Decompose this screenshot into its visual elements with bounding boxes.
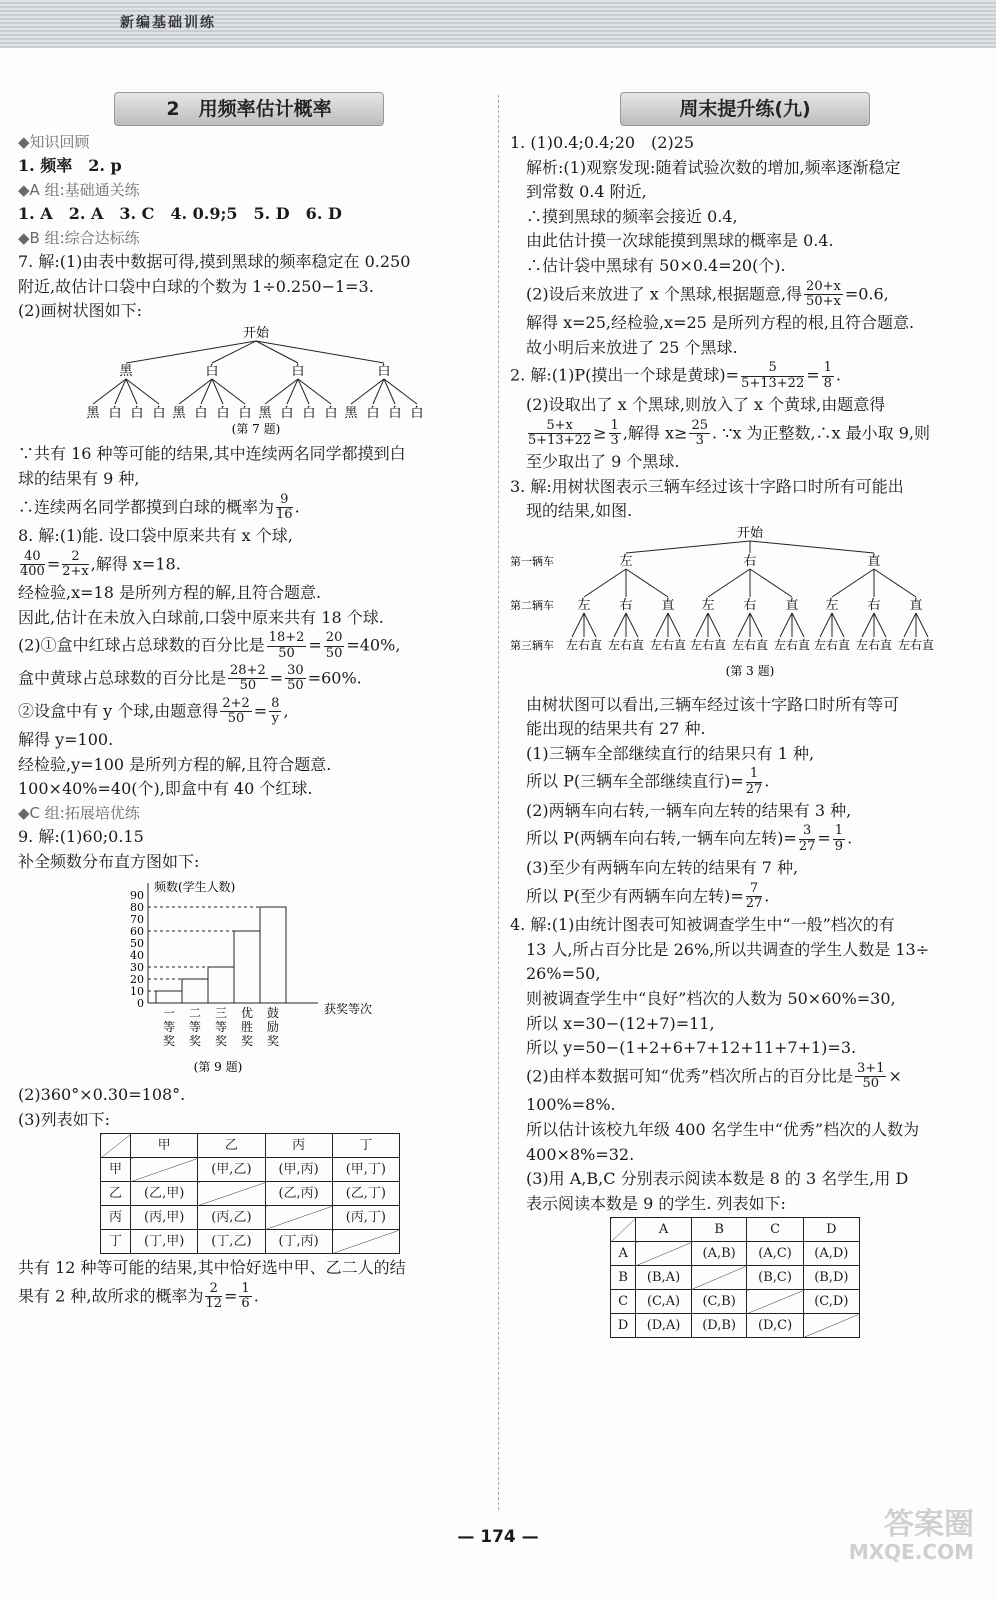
tree-branch [832,569,874,597]
tree-branch [93,379,126,404]
tree-branch [572,613,584,637]
table-cell: (A,C) [747,1242,803,1266]
tree-leaf: 白 [238,405,252,421]
y-tick-label: 50 [130,937,144,951]
tree-node: 白 [291,363,305,379]
right-column [510,92,980,1338]
row-label: 第二辆车 [510,598,554,612]
table-row-header: 丁 [101,1230,131,1254]
tree-branch [874,613,886,637]
tree-branch [696,613,708,637]
tree-leaf: 黑 [258,405,272,421]
y-axis-label: 频数(学生人数) [154,880,236,895]
tree-branch [179,379,212,404]
table-cell: (丙,乙) [198,1206,265,1230]
fraction: $\frac{1}{3}$ [610,417,619,448]
tree-branch [708,613,720,637]
tree-leaf: 右 [825,637,839,652]
tree-leaf: 左 [607,637,621,652]
tree-node: 右 [743,553,757,569]
x-tick-label: 等 [214,1020,228,1035]
text-line: 经检验,y=100 是所列方程的解,且符合题意. [18,754,332,774]
section-b: ◆B 组:综合达标练 [18,228,140,247]
table-cell: (D,C) [747,1314,803,1338]
x-tick-label: 优 [240,1006,254,1021]
table-row [101,1158,400,1182]
table-row-header: 乙 [101,1182,131,1206]
tree-leaf: 黑 [344,405,358,421]
tree-branch [384,379,417,404]
text-line: 所以 x=30−(12+7)=11, [526,1013,715,1033]
fraction: $\frac{1}{9}$ [834,823,844,854]
table-cell [803,1314,859,1338]
table-cell: (A,B) [691,1242,747,1266]
fraction: $\frac{5+x}{5+13+22}$ [528,417,592,448]
text-line: 则被调查学生中“良好”档次的人数为 50×60%=30, [526,989,896,1009]
text-line: (1)三辆车全部继续直行的结果只有 1 种, [526,743,815,763]
table-cell: (C,B) [691,1290,747,1314]
y-tick-label: 40 [130,949,144,963]
fraction: $\frac{2+2}{50}$ [222,695,250,726]
text-line: 由此估计摸一次球能摸到黑球的概率是 0.4. [526,231,834,251]
tree-branch [708,569,750,597]
y-tick-label: 90 [130,889,144,903]
text-line: 因此,估计在未放入白球前,口袋中原来共有 18 个球. [18,607,384,627]
table-row [101,1206,400,1230]
watermark: 答案圈 MXQE.COM [848,1507,974,1564]
tree-leaf: 左 [897,637,911,652]
text-line: 附近,故估计口袋中白球的个数为 1÷0.250−1=3. [18,276,374,296]
text-line: 盒中黄球占总球数的百分比是 $\frac{28+2}{50}$ = $\frac{30}{50}$ =60%. [18,663,362,694]
tree-branch [126,379,159,404]
fraction: $\frac{9}{16}$ [276,491,293,522]
x-axis-label: 获奖等次 [324,1002,373,1017]
tree-branch [738,613,750,637]
text-line: 所以 P(三辆车全部继续直行)= $\frac{1}{27}$ . [526,766,770,797]
x-tick-label: 胜 [240,1020,254,1035]
tree-branch [626,541,750,553]
text-line: 表示阅读本数是 9 的学生. 列表如下: [526,1193,786,1213]
tree-leaf: 黑 [172,405,186,421]
tree-branch [668,613,680,637]
tree-leaf: 白 [194,405,208,421]
table-header-row [101,1134,400,1158]
tree-diagram-q7 [18,325,480,435]
table-row-header: 甲 [101,1158,131,1182]
fraction: $\frac{3+1}{50}$ [857,1060,885,1092]
table-header-cell: A [636,1218,691,1242]
book-title: 新编基础训练 [120,15,216,31]
text-line: 现的结果,如图. [526,501,633,521]
table-row-header: A [611,1242,636,1266]
tree-node: 左 [825,597,839,613]
text-line: 补全频数分布直方图如下: [18,851,200,871]
tree-node: 右 [743,597,757,613]
histogram-bar [156,991,182,1003]
fraction: $\frac{28+2}{50}$ [230,663,266,694]
fraction: $\frac{18+2}{50}$ [268,630,305,661]
table-cell: (乙,丙) [265,1182,332,1206]
table-header-cell: B [691,1218,747,1242]
tree-branch [780,613,792,637]
text-line: ②设盒中有 y 个球,由题意得 $\frac{2+2}{50}$ = $\frac{8}{y}$ , [18,695,289,726]
histogram-bar [260,907,286,1003]
tree-leaf: 右 [867,637,881,652]
tree-leaf: 直 [631,637,645,652]
text-line: 3. 解:用树状图表示三辆车经过该十字路口时所有可能出 [510,476,904,496]
page-header [0,0,996,48]
fraction: $\frac{8}{y}$ [271,695,280,726]
tree-leaf: 右 [909,637,923,652]
fraction: $\frac{1}{27}$ [745,766,763,797]
tree-branch [351,379,384,404]
tree-leaf: 左 [855,637,869,652]
tree-node: 直 [867,553,881,569]
table-cell [332,1230,399,1254]
tree-node: 右 [619,597,633,613]
tree-branch [256,341,384,363]
x-tick-label: 二 [188,1006,202,1021]
text-line: 所以估计该校九年级 400 名学生中“优秀”档次的人数为 [526,1120,920,1139]
histogram-q9 [18,875,480,1075]
table-row-header: B [611,1266,636,1290]
tree-branch [626,613,638,637]
y-tick-label: 10 [130,985,144,999]
tree-leaf: 右 [619,637,633,652]
tree-leaf: 右 [577,637,591,652]
tree-leaf: 左 [731,637,745,652]
tree-branch [916,613,928,637]
tree-leaf: 直 [797,637,811,652]
tree-branch [656,613,668,637]
table-cell [691,1266,747,1290]
text-line: 100×40%=40(个),即盒中有 40 个红球. [18,779,313,799]
table-cell: (乙,丁) [332,1182,399,1206]
table-header-row [611,1218,860,1242]
table-row [101,1182,400,1206]
table-header-cell: D [803,1218,859,1242]
table-cell: (甲,丁) [332,1158,399,1182]
diagonal-cell [101,1134,131,1158]
table-header-cell: 丙 [265,1134,332,1158]
section-a: ◆A 组:基础通关练 [18,180,140,199]
tree-leaf: 白 [324,405,338,421]
text-line: ∴估计袋中黑球有 50×0.4=20(个). [526,255,786,275]
table-row [611,1242,860,1266]
tree-leaf: 直 [921,637,935,652]
text-line: 解得 x=25,经检验,x=25 是所列方程的根,且符合题意. [526,313,915,333]
table-row-header: 丙 [101,1206,131,1230]
tree-leaf: 左 [565,637,579,652]
y-tick-label: 60 [130,925,144,939]
tree-leaf: 直 [673,637,687,652]
fraction: $\frac{30}{50}$ [287,663,304,694]
table-cell: (甲,乙) [198,1158,265,1182]
histogram-bar [208,967,234,1003]
tree-node: 白 [377,363,391,379]
x-tick-label: 奖 [240,1034,254,1049]
fraction: $\frac{3}{27}$ [798,823,816,854]
tree-root: 开始 [736,525,764,541]
table-cell: (D,A) [636,1314,691,1338]
text-line: ∵共有 16 种等可能的结果,其中连续两名同学都摸到白 [18,444,406,464]
tree-leaf: 右 [701,637,715,652]
text-line: 400×8%=32. [526,1144,635,1164]
table-cell: (B,C) [747,1266,803,1290]
section-title-banner: 2 用频率估计概率 [114,92,384,126]
tree-leaf: 右 [743,637,757,652]
text-line: $\frac{5+x}{5+13+22}$ ≥ $\frac{1}{3}$ ,解得 x≥ $\frac{25}{3}$ . ∵x 为正整数,∴x 最小取 9,则 [528,417,930,448]
text-line: 26%=50, [526,964,601,984]
tree-leaf: 直 [589,637,603,652]
tree-node: 直 [909,597,923,613]
tree-branch [904,613,916,637]
tree-diagram-q3 [510,525,980,685]
table-row [611,1314,860,1338]
tree-leaf: 白 [388,405,402,421]
tree-root: 开始 [242,325,270,341]
tree-leaf: 白 [280,405,294,421]
table-header-cell: 丁 [332,1134,399,1158]
table-row [101,1230,400,1254]
table-cell: (B,A) [636,1266,691,1290]
text-line: (3)至少有两辆车向左转的结果有 7 种, [526,858,799,878]
table-row [611,1266,860,1290]
text-line: (2)360°×0.30=108°. [18,1085,186,1105]
text-line: 100%=8%. [526,1095,616,1115]
table-cell: (丁,丙) [265,1230,332,1254]
text-line: 由树状图可以看出,三辆车经过该十字路口时所有等可 [526,694,900,714]
tree-node: 黑 [119,363,133,379]
table-cell: (丙,甲) [131,1206,198,1230]
x-tick-label: 奖 [266,1034,280,1049]
text-line: 至少取出了 9 个黑球. [526,452,680,472]
tree-branch [862,613,874,637]
table-q9 [100,1133,400,1254]
table-row-header: D [611,1314,636,1338]
table-cell: (丁,乙) [198,1230,265,1254]
table-cell: (D,B) [691,1314,747,1338]
tree-branch [874,569,916,597]
text-line: 1. (1)0.4;0.4;20 (2)25 [510,133,695,152]
row-label: 第三辆车 [510,638,554,652]
chart-title: (第 9 题) [193,1060,243,1075]
table-header-cell: C [747,1218,803,1242]
text-line: 所以 y=50−(1+2+6+7+12+11+7+1)=3. [526,1038,857,1058]
text-line: 解得 y=100. [18,730,114,750]
text-line: 7. 解:(1)由表中数据可得,摸到黑球的频率稳定在 0.250 [18,251,411,271]
tree-leaf: 白 [130,405,144,421]
text-line: 经检验,x=18 是所列方程的解,且符合题意. [18,583,322,603]
table-cell: (B,D) [803,1266,859,1290]
table-cell: (C,D) [803,1290,859,1314]
tree-node: 左 [577,597,591,613]
text-line: 球的结果有 9 种, [18,468,140,488]
tree-leaf: 左 [689,637,703,652]
table-cell: (丁,甲) [131,1230,198,1254]
tree-branch [750,569,792,597]
tree-leaf: 左 [773,637,787,652]
tree-branch [298,379,331,404]
x-tick-label: 三 [214,1006,228,1021]
tree-leaf: 左 [813,637,827,652]
tree-leaf: 左 [649,637,663,652]
text-line: 能出现的结果共有 27 种. [526,719,706,739]
text-line: 9. 解:(1)60;0.15 [18,827,144,847]
text-line: $\frac{40}{400}$ = $\frac{2}{2+x}$ ,解得 x=18. [20,548,181,579]
fraction: $\frac{40}{400}$ [20,548,45,579]
table-row-header: C [611,1290,636,1314]
table-cell [265,1206,332,1230]
table-cell: (乙,甲) [131,1182,198,1206]
text-line: 所以 P(至少有两辆车向左转)= $\frac{7}{27}$ . [526,880,770,911]
left-column [18,92,480,1314]
text-line: 所以 P(两辆车向右转,一辆车向左转)= $\frac{3}{27}$ = $\frac{1}{9}$ . [526,823,853,854]
tree-leaf: 右 [661,637,675,652]
tree-branch [832,613,844,637]
table-cell: (A,D) [803,1242,859,1266]
y-tick-label: 20 [130,973,144,987]
text-line: 13 人,所占百分比是 26%,所以共调查的学生人数是 13÷ [526,939,930,959]
tree-node: 直 [661,597,675,613]
y-tick-label: 30 [130,961,144,975]
tree-branch [126,341,256,363]
page-number: — 174 — [457,1527,539,1547]
text-line: (2)由样本数据可知“优秀”档次所占的百分比是 $\frac{3+1}{50}$ × [526,1060,902,1092]
tree-branch [750,613,762,637]
x-tick-label: 奖 [214,1034,228,1049]
tree-branch [820,613,832,637]
table-cell: (丙,丁) [332,1206,399,1230]
tree-node: 左 [619,553,633,569]
fraction: $\frac{2}{2+x}$ [62,548,89,579]
text-line: 8. 解:(1)能. 设口袋中原来共有 x 个球, [18,526,293,546]
tree-leaf: 黑 [86,405,100,421]
row-label: 第一辆车 [510,554,554,568]
tree-branch [626,569,668,597]
text-line: (2)画树状图如下: [18,301,143,321]
x-tick-label: 奖 [162,1034,176,1049]
table-cell [131,1158,198,1182]
tree-leaf: 白 [216,405,230,421]
table-cell: (C,A) [636,1290,691,1314]
tree-node: 右 [867,597,881,613]
column-divider [498,95,499,1510]
tree-leaf: 直 [837,637,851,652]
fraction: $\frac{1}{8}$ [823,360,832,391]
text-line: (2)设后来放进了 x 个黑球,根据题意,得 $\frac{20+x}{50+x}$ =0.6, [526,278,889,309]
text-line: (2)设取出了 x 个黑球,则放入了 x 个黄球,由题意得 [526,394,886,414]
table-header-cell: 甲 [131,1134,198,1158]
text-line: ∴连续两名同学都摸到白球的概率为 $\frac{9}{16}$ . [18,491,300,522]
tree-leaf: 右 [785,637,799,652]
tree-leaf: 直 [713,637,727,652]
table-cell [747,1290,803,1314]
text-line: 解析:(1)观察发现:随着试验次数的增加,频率逐渐稳定 [526,157,901,177]
tree-branch [614,613,626,637]
text-line: 果有 2 种,故所求的概率为 $\frac{2}{12}$ = $\frac{1}{6}$ . [18,1280,259,1312]
fraction: $\frac{7}{27}$ [745,880,763,911]
section-c: ◆C 组:拓展培优练 [18,804,140,823]
tree-leaf: 白 [108,405,122,421]
table-q4 [610,1217,860,1338]
fraction: $\frac{20+x}{50+x}$ [806,278,841,309]
fraction: $\frac{20}{50}$ [325,630,343,661]
table-cell [636,1242,691,1266]
answer-line: 1. 频率 2. p [18,156,122,176]
x-tick-label: 一 [162,1006,176,1021]
figure-caption: (第 3 题) [725,663,775,678]
histogram-bar [182,979,208,1003]
tree-leaf: 白 [302,405,316,421]
y-tick-label: 80 [130,901,144,915]
fraction: $\frac{25}{3}$ [691,417,708,448]
tree-branch [584,613,596,637]
table-header-cell: 乙 [198,1134,265,1158]
tree-node: 直 [785,597,799,613]
tree-leaf: 直 [879,637,893,652]
histogram-bar [234,931,260,1003]
fraction: $\frac{2}{12}$ [205,1280,222,1312]
y-tick-label: 0 [137,997,144,1011]
tree-branch [265,379,298,404]
text-line: 4. 解:(1)由统计图表可知被调查学生中“一般”档次的有 [510,915,895,935]
text-line: (2)两辆车向右转,一辆车向左转的结果有 3 种, [526,800,852,820]
text-line: 2. 解:(1)P(摸出一个球是黄球)= $\frac{5}{5+13+22}$ = $\frac{1}{8}$ . [510,360,841,391]
tree-node: 左 [701,597,715,613]
figure-caption: (第 7 题) [231,421,281,435]
fraction: $\frac{5}{5+13+22}$ [741,360,805,391]
y-tick-label: 70 [130,913,144,927]
table-row [611,1290,860,1314]
x-tick-label: 等 [162,1020,176,1035]
text-line: (3)用 A,B,C 分别表示阅读本数是 8 的 3 名学生,用 D [526,1169,909,1189]
section-title-banner: 周末提升练(九) [620,92,870,126]
tree-branch [212,379,245,404]
tree-node: 白 [205,363,219,379]
tree-leaf: 白 [410,405,424,421]
tree-branch [792,613,804,637]
tree-leaf: 白 [366,405,380,421]
table-cell: (甲,丙) [265,1158,332,1182]
text-line: ∴摸到黑球的频率会接近 0.4, [526,206,738,226]
text-line: 共有 12 种等可能的结果,其中恰好选中甲、乙二人的结 [18,1258,406,1278]
tree-branch [750,541,874,553]
x-tick-label: 奖 [188,1034,202,1049]
table-cell [198,1182,265,1206]
text-line: (2)①盒中红球占总球数的百分比是 $\frac{18+2}{50}$ = $\frac{20}{50}$ =40%, [18,630,401,661]
tree-branch [584,569,626,597]
text-line: 故小明后来放进了 25 个黑球. [526,337,738,357]
text-line: (3)列表如下: [18,1109,111,1129]
text-line: 到常数 0.4 附近, [526,182,647,202]
tree-leaf: 白 [152,405,166,421]
fraction: $\frac{1}{6}$ [241,1280,250,1312]
tree-leaf: 直 [755,637,769,652]
x-tick-label: 等 [188,1020,202,1035]
answer-line: 1. A 2. A 3. C 4. 0.9;5 5. D 6. D [18,204,342,224]
x-tick-label: 鼓 [266,1006,280,1021]
section-knowledge: ◆知识回顾 [18,133,90,151]
diagonal-cell [611,1218,636,1242]
x-tick-label: 励 [266,1020,280,1035]
